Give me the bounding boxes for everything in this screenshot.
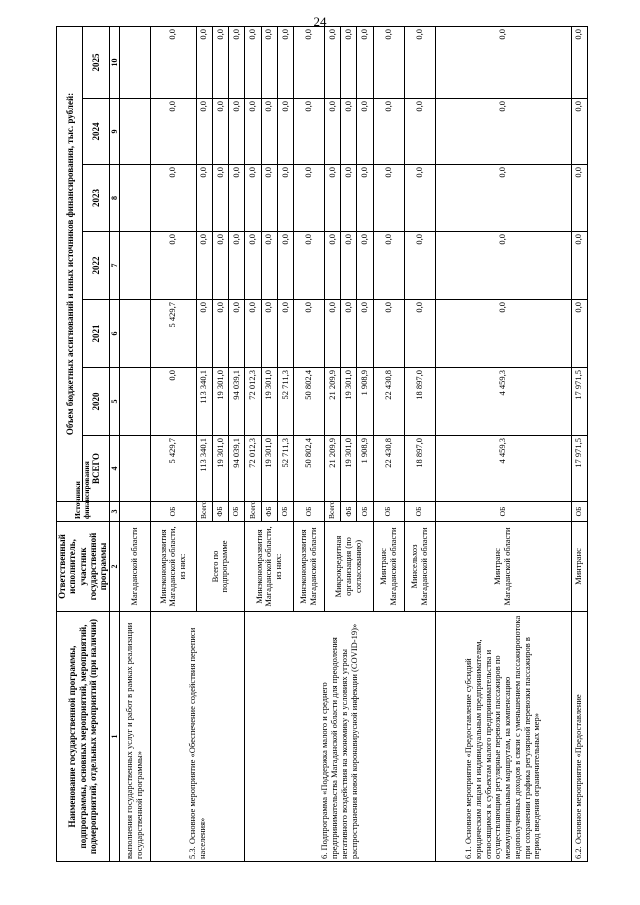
value-cell: 0,0	[435, 99, 571, 165]
value-cell: 0,0	[196, 165, 212, 232]
executor-cell: Минсельхоз Магаданской области	[404, 522, 435, 612]
value-cell: 19 301,0	[212, 368, 228, 436]
source-cell: ОБ	[435, 502, 571, 522]
value-cell: 0,0	[212, 99, 228, 165]
value-cell: 17 971,5	[571, 436, 587, 502]
value-cell: 0,0	[212, 26, 228, 98]
value-cell: 0,0	[229, 26, 245, 98]
source-cell: Всего	[245, 502, 261, 522]
value-cell: 0,0	[245, 26, 261, 98]
value-cell: 19 301,0	[341, 436, 357, 502]
value-cell: 0,0	[341, 232, 357, 300]
funding-table	[56, 26, 588, 862]
value-cell: 0,0	[357, 165, 373, 232]
value-cell: 94 039,1	[229, 436, 245, 502]
value-cell: 0,0	[196, 300, 212, 368]
value-cell: 0,0	[341, 300, 357, 368]
source-cell: ОБ	[150, 502, 196, 522]
executor-cell: Минтранс Магаданской области	[435, 522, 571, 612]
value-cell: 52 711,3	[277, 368, 293, 436]
source-cell: ОБ	[373, 502, 404, 522]
value-cell: 0,0	[357, 99, 373, 165]
col-header-source: Источники финансирования	[57, 502, 110, 522]
value-cell: 0,0	[404, 300, 435, 368]
table-row	[150, 26, 196, 861]
executor-cell: Минэкономразвития Магаданской области, из них:	[150, 522, 196, 612]
source-cell: ОБ	[277, 502, 293, 522]
value-cell: 0,0	[571, 26, 587, 98]
value-cell: 0,0	[261, 232, 277, 300]
col-header-total: ВСЕГО	[83, 436, 109, 502]
value-cell: 0,0	[357, 300, 373, 368]
measure-name: 6.1. Основное мероприятие «Предоставление субсидий юридическим лицам и индивидуальным предпринимателям, относящимся к субъектам малого предпринимательства и осуществляющим регулярные перевозки пассажиров по межмуниципальным маршрутам, на компенсацию недополученных доходов в связи с уменьшением пассажиропотока при сохранении графика регулярной перевозки пассажиров в период введения ограничительных мер»	[435, 612, 571, 862]
value-cell: 0,0	[435, 300, 571, 368]
source-cell: Всего	[196, 502, 212, 522]
table-row	[245, 26, 261, 861]
value-cell: 0,0	[196, 26, 212, 98]
value-cell: 0,0	[324, 26, 340, 98]
value-cell: 0,0	[150, 99, 196, 165]
value-cell: 0,0	[229, 165, 245, 232]
value-cell: 0,0	[435, 232, 571, 300]
col-header-funding: Объем бюджетных ассигнований и иных источников финансирования, тыс. рублей:	[57, 26, 83, 501]
value-cell: 19 301,0	[341, 368, 357, 436]
value-cell: 0,0	[571, 300, 587, 368]
executor-cell: Минтранс	[571, 522, 587, 612]
measure-name: 5.3. Основное мероприятие «Обеспечение содействия переписи населения»	[150, 612, 244, 862]
value-cell: 0,0	[357, 26, 373, 98]
value-cell: 0,0	[212, 165, 228, 232]
value-cell: 0,0	[229, 300, 245, 368]
table-row	[119, 26, 150, 861]
value-cell: 0,0	[245, 165, 261, 232]
value-cell: 0,0	[196, 99, 212, 165]
source-cell: ОБ	[404, 502, 435, 522]
value-cell: 0,0	[150, 368, 196, 436]
value-cell: 0,0	[196, 232, 212, 300]
col-number: 3	[109, 502, 119, 522]
measure-name: 6.2. Основное мероприятие «Предоставление	[571, 612, 587, 862]
value-cell: 21 209,9	[324, 368, 340, 436]
header-row	[57, 26, 83, 861]
value-cell: 0,0	[229, 99, 245, 165]
value-cell: 0,0	[277, 232, 293, 300]
value-cell: 0,0	[373, 99, 404, 165]
value-cell: 0,0	[404, 99, 435, 165]
value-cell: 0,0	[245, 300, 261, 368]
value-cell: 21 209,9	[324, 436, 340, 502]
value-cell	[119, 368, 150, 436]
table-row	[571, 26, 587, 861]
value-cell: 22 430,8	[373, 368, 404, 436]
value-cell: 0,0	[150, 26, 196, 98]
col-number: 1	[109, 612, 119, 862]
value-cell: 17 971,5	[571, 368, 587, 436]
col-number: 6	[109, 300, 119, 368]
value-cell: 0,0	[435, 165, 571, 232]
executor-cell: Магаданской области	[119, 522, 150, 612]
value-cell: 19 301,0	[261, 436, 277, 502]
value-cell: 0,0	[277, 99, 293, 165]
value-cell: 0,0	[373, 232, 404, 300]
source-cell: ФБ	[212, 502, 228, 522]
page-number: 24	[313, 14, 327, 29]
table-row	[435, 26, 571, 861]
value-cell: 5 429,7	[150, 436, 196, 502]
value-cell	[119, 436, 150, 502]
value-cell: 94 039,1	[229, 368, 245, 436]
value-cell: 0,0	[294, 300, 325, 368]
measure-name: выполнения государственных услуг и работ в рамках реализации государственной программы»	[119, 612, 150, 862]
value-cell: 0,0	[294, 165, 325, 232]
value-cell: 4 459,3	[435, 436, 571, 502]
value-cell: 0,0	[229, 232, 245, 300]
source-cell: ФБ	[261, 502, 277, 522]
value-cell: 0,0	[435, 26, 571, 98]
col-number: 9	[109, 99, 119, 165]
value-cell: 0,0	[245, 99, 261, 165]
value-cell: 22 430,8	[373, 436, 404, 502]
value-cell	[119, 99, 150, 165]
value-cell: 0,0	[341, 26, 357, 98]
col-number: 4	[109, 436, 119, 502]
value-cell: 0,0	[404, 26, 435, 98]
value-cell: 0,0	[261, 99, 277, 165]
col-number: 7	[109, 232, 119, 300]
value-cell	[119, 232, 150, 300]
value-cell	[119, 26, 150, 98]
col-number: 10	[109, 26, 119, 98]
value-cell: 0,0	[324, 232, 340, 300]
value-cell: 0,0	[571, 165, 587, 232]
value-cell: 0,0	[341, 99, 357, 165]
col-header-year: 2023	[83, 165, 109, 232]
value-cell: 0,0	[294, 232, 325, 300]
col-header-year: 2024	[83, 99, 109, 165]
value-cell: 19 301,0	[212, 436, 228, 502]
rotated-table-container	[56, 27, 584, 862]
value-cell: 0,0	[245, 232, 261, 300]
executor-cell: Микрокредитная организация (по согласованию)	[324, 522, 373, 612]
value-cell: 72 012,3	[245, 368, 261, 436]
value-cell: 0,0	[404, 165, 435, 232]
source-cell: ОБ	[357, 502, 373, 522]
col-number: 8	[109, 165, 119, 232]
value-cell: 50 802,4	[294, 368, 325, 436]
executor-cell: Минэкономразвития Магаданской области, из них:	[245, 522, 294, 612]
col-number: 5	[109, 368, 119, 436]
value-cell: 0,0	[261, 26, 277, 98]
value-cell: 0,0	[404, 232, 435, 300]
source-cell: Всего	[324, 502, 340, 522]
value-cell: 1 908,9	[357, 436, 373, 502]
column-number-row	[109, 26, 119, 861]
value-cell: 0,0	[373, 165, 404, 232]
value-cell: 0,0	[261, 300, 277, 368]
value-cell: 4 459,3	[435, 368, 571, 436]
value-cell: 5 429,7	[150, 300, 196, 368]
value-cell: 0,0	[357, 232, 373, 300]
value-cell: 0,0	[294, 26, 325, 98]
value-cell: 52 711,3	[277, 436, 293, 502]
value-cell: 0,0	[277, 165, 293, 232]
value-cell: 19 301,0	[261, 368, 277, 436]
col-header-name: Наименование государственной программы, подпрограммы, основных мероприятий, мероприятий, подмероприятий, отдельных мероприятий (при наличии)	[57, 612, 110, 862]
measure-name: 6. Подпрограмма «Поддержка малого и среднего предпринимательства Магаданской области для преодоления негативного воздействия на экономику в условиях угрозы распространения новой коронавирусной инфекции (COVID-19)»	[245, 612, 435, 862]
col-header-year: 2021	[83, 300, 109, 368]
value-cell: 0,0	[277, 300, 293, 368]
value-cell	[119, 300, 150, 368]
col-header-year: 2022	[83, 232, 109, 300]
value-cell: 0,0	[150, 165, 196, 232]
value-cell: 0,0	[373, 26, 404, 98]
value-cell: 0,0	[341, 165, 357, 232]
value-cell: 50 802,4	[294, 436, 325, 502]
value-cell: 0,0	[324, 300, 340, 368]
col-header-year: 2020	[83, 368, 109, 436]
executor-cell: Всего по подпрограмме	[196, 522, 245, 612]
value-cell: 0,0	[571, 99, 587, 165]
value-cell: 0,0	[373, 300, 404, 368]
col-number: 2	[109, 522, 119, 612]
value-cell: 0,0	[324, 165, 340, 232]
source-cell	[119, 502, 150, 522]
source-cell: ОБ	[294, 502, 325, 522]
value-cell: 0,0	[571, 232, 587, 300]
value-cell: 0,0	[324, 99, 340, 165]
value-cell: 0,0	[150, 232, 196, 300]
source-cell: ОБ	[571, 502, 587, 522]
source-cell: ФБ	[341, 502, 357, 522]
value-cell: 0,0	[261, 165, 277, 232]
value-cell: 0,0	[212, 300, 228, 368]
value-cell: 113 340,1	[196, 368, 212, 436]
value-cell: 113 340,1	[196, 436, 212, 502]
value-cell: 0,0	[212, 232, 228, 300]
col-header-year: 2025	[83, 26, 109, 98]
value-cell: 0,0	[277, 26, 293, 98]
value-cell: 18 897,0	[404, 368, 435, 436]
value-cell	[119, 165, 150, 232]
col-header-executor: Ответственный исполнитель, участник государственной программы	[57, 522, 110, 612]
executor-cell: Минтранс Магаданской области	[373, 522, 404, 612]
value-cell: 1 908,9	[357, 368, 373, 436]
value-cell: 72 012,3	[245, 436, 261, 502]
source-cell: ОБ	[229, 502, 245, 522]
executor-cell: Минэкономразвития Магаданской области	[294, 522, 325, 612]
value-cell: 18 897,0	[404, 436, 435, 502]
value-cell: 0,0	[294, 99, 325, 165]
